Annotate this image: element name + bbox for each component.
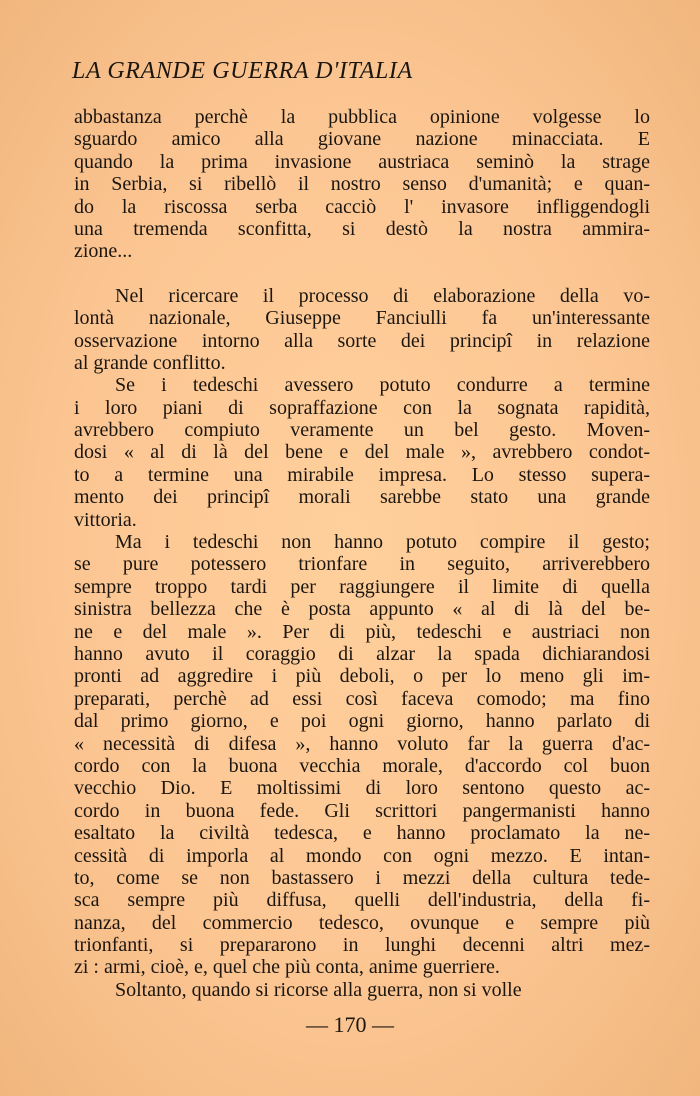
- text-line: cordo con la buona vecchia morale, d'accordo col buon: [74, 754, 650, 777]
- text-line: to a termine una mirabile impresa. Lo stesso supera-: [74, 463, 650, 486]
- text-line: mento dei principî morali sarebbe stato una grande: [74, 486, 650, 509]
- text-line: Soltanto, quando si ricorse alla guerra, non si volle: [115, 978, 522, 1001]
- text-line: zione...: [74, 240, 133, 263]
- text-line: Nel ricercare il processo di elaborazione della vo-: [115, 284, 650, 307]
- text-line: Ma i tedeschi non hanno potuto compire il gesto;: [115, 531, 650, 554]
- text-line: abbastanza perchè la pubblica opinione volgesse lo: [74, 106, 650, 128]
- text-line: zi : armi, cioè, e, quel che più conta, anime guerriere.: [74, 956, 500, 979]
- text-line: do la riscossa serba cacciò l' invasore infliggendogli: [74, 195, 650, 218]
- text-line: una tremenda sconfitta, si destò la nostra ammira-: [74, 217, 650, 240]
- text-line: in Serbia, si ribellò il nostro senso d'umanità; e quan-: [74, 173, 650, 196]
- text-line: se pure potessero trionfare in seguito, arriverebbero: [74, 553, 650, 576]
- text-line: cordo in buona fede. Gli scrittori pangermanisti hanno: [74, 799, 650, 822]
- text-line: nanza, del commercio tedesco, ovunque e sempre più: [74, 911, 650, 934]
- text-line: vittoria.: [74, 508, 137, 531]
- paragraph: [74, 374, 650, 531]
- text-line: sinistra bellezza che è posta appunto « al di là del be-: [74, 598, 650, 621]
- text-line: hanno avuto il coraggio di alzar la spada dichiarandosi: [74, 642, 650, 665]
- paragraph-gap: [74, 263, 650, 285]
- text-line: avrebbero compiuto veramente un bel gesto. Moven-: [74, 419, 650, 442]
- text-line: lontà nazionale, Giuseppe Fanciulli fa un'interessante: [74, 307, 650, 330]
- text-line: al grande conflitto.: [74, 351, 226, 374]
- paragraph: [74, 531, 650, 979]
- text-line: sca sempre più diffusa, quelli dell'industria, della fi-: [74, 889, 650, 912]
- text-line: vecchio Dio. E moltissimi di loro sentono questo ac-: [74, 777, 650, 800]
- text-line: quando la prima invasione austriaca seminò la strage: [74, 150, 650, 173]
- text-line: Se i tedeschi avessero potuto condurre a termine: [115, 374, 650, 397]
- text-line: preparati, perchè ad essi così faceva comodo; ma fino: [74, 687, 650, 710]
- text-line: osservazione intorno alla sorte dei principî in relazione: [74, 329, 650, 352]
- text-line: ne e del male ». Per di più, tedeschi e austriaci non: [74, 620, 650, 643]
- text-line: esaltato la civiltà tedesca, e hanno proclamato la ne-: [74, 822, 650, 845]
- page-number: — 170 —: [306, 1012, 394, 1037]
- paragraph: [74, 285, 650, 375]
- paragraph: [74, 106, 650, 263]
- text-line: sempre troppo tardi per raggiungere il limite di quella: [74, 575, 650, 598]
- body-text: [74, 106, 650, 1001]
- text-line: « necessità di difesa », hanno voluto far la guerra d'ac-: [74, 732, 650, 755]
- running-head: LA GRANDE GUERRA D'ITALIA: [72, 58, 413, 84]
- text-line: i loro piani di sopraffazione con la sognata rapidità,: [74, 396, 650, 419]
- text-line: sguardo amico alla giovane nazione minacciata. E: [74, 128, 650, 151]
- text-line: pronti ad aggredire i più deboli, o per lo meno gli im-: [74, 665, 650, 688]
- text-line: cessità di imporla al mondo con ogni mezzo. E intan-: [74, 844, 650, 867]
- text-line: dal primo giorno, e poi ogni giorno, hanno parlato di: [74, 710, 650, 733]
- text-line: dosi « al di là del bene e del male », avrebbero condot-: [74, 441, 650, 464]
- paragraph: [74, 979, 650, 1001]
- text-line: trionfanti, si prepararono in lunghi decenni altri mez-: [74, 934, 650, 957]
- text-line: to, come se non bastassero i mezzi della cultura tede-: [74, 866, 650, 889]
